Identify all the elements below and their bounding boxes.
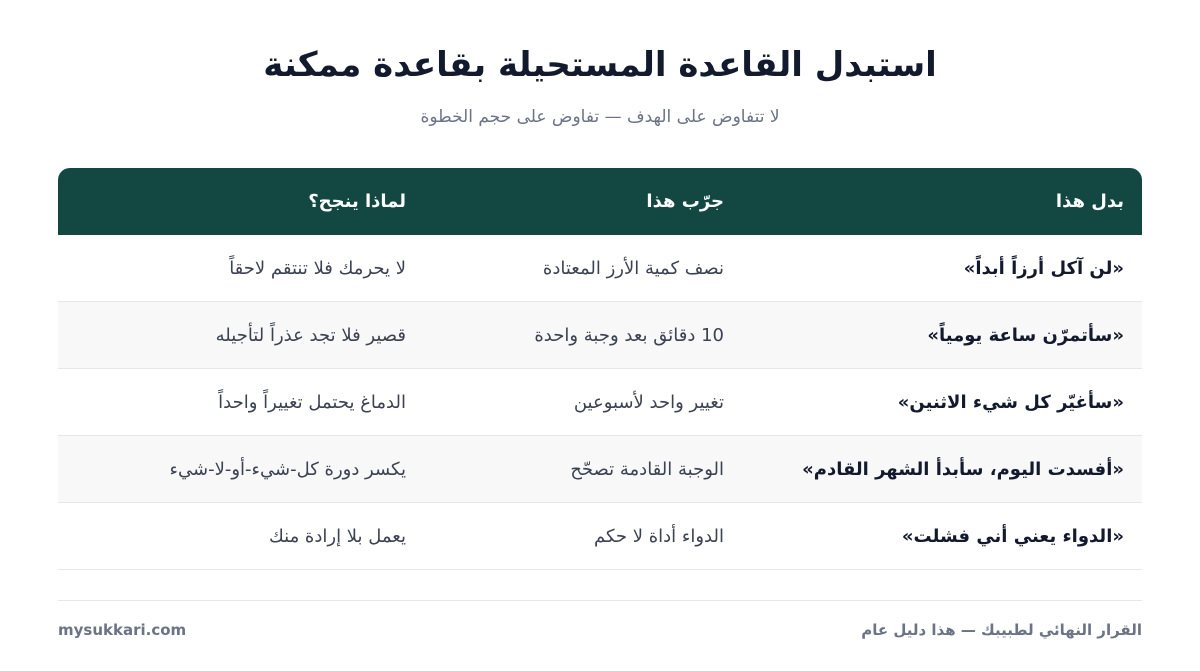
cell-why: قصير فلا تجد عذراً لتأجيله — [215, 324, 406, 346]
cell-why: لا يحرمك فلا تنتقم لاحقاً — [229, 257, 406, 279]
cell-why: الدماغ يحتمل تغييراً واحداً — [218, 391, 406, 413]
cell-instead: «سأتمرّن ساعة يومياً» — [927, 324, 1124, 346]
cell-try: نصف كمية الأرز المعتادة — [542, 257, 724, 279]
footer-disclaimer: القرار النهائي لطبيبك — هذا دليل عام — [861, 621, 1142, 639]
cell-try: 10 دقائق بعد وجبة واحدة — [534, 324, 724, 346]
table-row — [58, 302, 1142, 369]
table-row — [58, 369, 1142, 436]
table-row — [58, 503, 1142, 570]
cell-try: الدواء أداة لا حكم — [593, 525, 724, 547]
cell-instead: «الدواء يعني أني فشلت» — [901, 525, 1124, 547]
cell-instead: «لن آكل أرزاً أبداً» — [963, 257, 1124, 279]
cell-try: الوجبة القادمة تصحّح — [570, 458, 724, 480]
cell-try: تغيير واحد لأسبوعين — [573, 391, 724, 413]
page-subtitle: لا تتفاوض على الهدف — تفاوض على حجم الخطوة — [420, 107, 780, 127]
cell-why: يعمل بلا إرادة منك — [268, 525, 406, 547]
table-body — [58, 235, 1142, 570]
cell-why: يكسر دورة كل-شيء-أو-لا-شيء — [169, 458, 406, 480]
table-row — [58, 235, 1142, 302]
footer-site-link[interactable]: mysukkari.com — [58, 621, 187, 639]
comparison-table — [58, 168, 1142, 570]
footer-divider — [58, 600, 1142, 601]
column-header-instead: بدل هذا — [1055, 191, 1124, 212]
table-row — [58, 436, 1142, 503]
table-header — [58, 168, 1142, 235]
page-title: استبدل القاعدة المستحيلة بقاعدة ممكنة — [263, 45, 937, 85]
cell-instead: «سأغيّر كل شيء الاثنين» — [897, 391, 1124, 413]
column-header-try: جرّب هذا — [646, 191, 724, 212]
column-header-why: لماذا ينجح؟ — [308, 191, 406, 212]
cell-instead: «أفسدت اليوم، سأبدأ الشهر القادم» — [802, 458, 1124, 480]
